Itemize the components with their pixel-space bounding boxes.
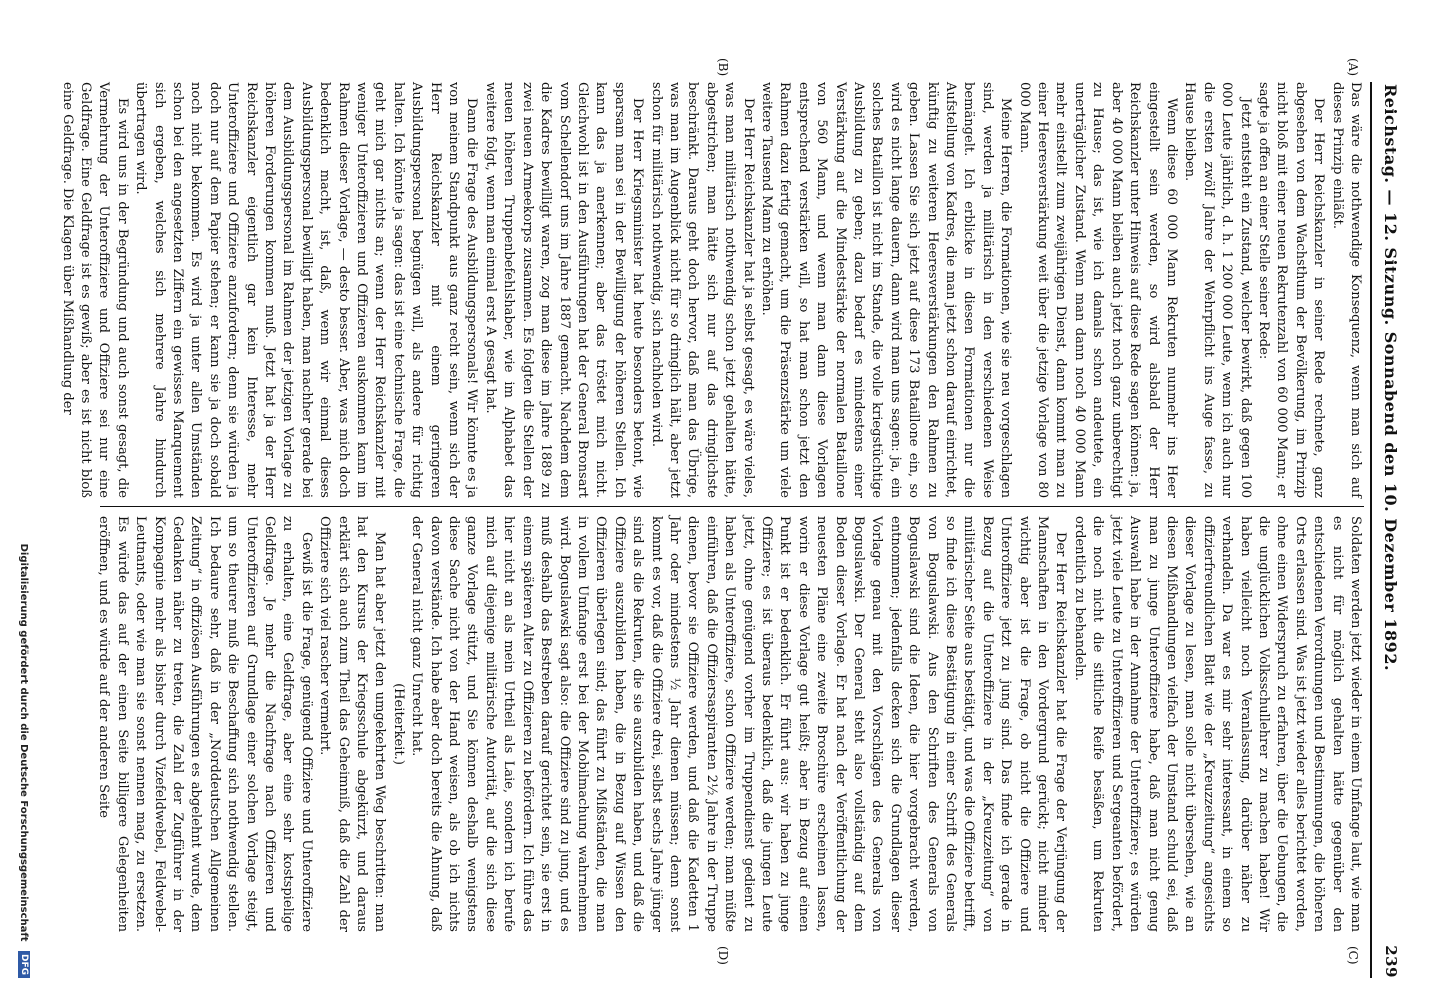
- left-paragraph: Wenn diese 60 000 Mann Rekruten nunmehr ins Heer eingestellt sein werden, so wird alsbald der Herr Reichskanzler unter Hinweis auf diese Rede sagen können: ja, aber 40 000 Mann bleiben auch jetzt noch ganz unberechtigt zu Hause; das ist, wie ich damals schon andeutete, ein unerträglicher Zustand. Wenn man dann noch 40 000 Mann mehr einstellt zum zweijährigen Dienst, dann kommt man zu einer Heeresverstärkung weit über die jetzige Vorlage von 80 000 Mann.: [1016, 82, 1179, 498]
- left-column: [59, 82, 1364, 498]
- margin-marker-b: (B): [716, 58, 730, 77]
- margin-marker-d: (D): [716, 946, 730, 965]
- column-divider: [100, 506, 1364, 507]
- right-paragraph: Soldaten werden jetzt wieder in einem Umfange laut, wie man es nicht für möglich gehalten hätte gegenüber den entschiedenen Verordnungen und Bestimmungen, die höheren Orts erlassen sind. Was ist jetzt wieder alles berichtet worden, ohne einen Widerspruch zu erfahren, über die Uebungen, die die unglücklichen Volksschullehrer zu machen haben! Wir haben vielleicht noch Veranlassung, darüber näher zu verhandeln. Da war es mir sehr interessant, in einem so offizierfreundlichen Blatt wie der „Kreuzzeitung“ angesichts dieser Vorlage zu lesen, man solle nicht übersehen, wie an diesen Mißhandlungen vielfach der Umstand schuld sei, daß man zu junge Unteroffiziere habe, daß man nicht genug Auswahl habe in der Annahme der Unteroffiziere; es würden jetzt viele Leute zu Unteroffizieren und Sergeanten befördert, die noch nicht die sittliche Reife besäßen, um Rekruten ordentlich zu behandeln.: [1071, 516, 1363, 932]
- left-paragraph: Es wird uns in der Begründung und auch sonst gesagt, die Vermehrung der Unteroffiziere und Offiziere sei nur eine Geldfrage. Eine Geldfrage ist es gewiß; aber es ist nicht bloß eine Geldfrage. Die Klagen über Mißhandlung der: [59, 82, 130, 498]
- right-paragraph: Man hat aber jetzt den umgekehrten Weg beschritten: man hat den Kursus der Kriegsschule abgekürzt, und daraus erklärt sich auch zum Theil das Geheimniß, daß die Zahl der Offiziere sich viel rascher vermehrt.: [317, 516, 388, 932]
- margin-marker-a: (A): [1346, 58, 1360, 77]
- digitization-credit: [12, 82, 30, 978]
- interjection: (Heiterkeit.): [390, 683, 406, 765]
- left-paragraph: Der Herr Reichskanzler in seiner Rede rechnete, ganz abgesehen von dem Wachsthum der Bevölkerung, im Prinzip nicht bloß mit einer neuen Rekrutenzahl von 60 000 Mann; er sagte ja offen an einer Stelle seiner Rede:: [1255, 82, 1327, 498]
- page-number: 239: [1382, 945, 1400, 978]
- running-header: [1374, 84, 1404, 978]
- dfg-logo: DFG: [18, 951, 30, 978]
- left-paragraph: Das wäre die nothwendige Konsequenz, wenn man sich auf dieses Prinzip einläßt.: [1329, 82, 1363, 498]
- margin-marker-c: (C): [1346, 946, 1360, 965]
- credit-text: Digitalisierung gefördert durch die Deutsche Forschungsgemeinschaft: [18, 543, 29, 942]
- left-paragraph: Der Herr Kriegsminister hat heute besonders betont, wie sparsam man sei in der Bewilligung der höheren Stellen. Ich kann das ja anerkennen; aber das tröstet mich nicht. Gleichwohl ist in den Ausführungen hat der General Bronsart vom Schellendorf uns im Jahre 1887 gemacht. Nachdem dem die Kadres bewilligt waren, zog man diese im Jahre 1889 zu zwei neuen Armeekorps zusammen. Es folgten die Stellen der neuen höheren Truppenbefehlshaber, wie im Alphabet das weitere folgt, wenn man einmal erst A gesagt hat.: [482, 82, 646, 498]
- header-title: Reichstag. — 12. Sitzung. Sonnabend den 10. Dezember 1892.: [1381, 84, 1400, 672]
- right-column: [96, 516, 1364, 932]
- left-paragraph: Der Herr Reichskanzler hat ja selbst gesagt, es wäre vieles, was man militärisch nothwendig schon jetzt gehalten hätte, abgestrichen; man hätte sich nur auf das dringlichste beschränkt. Daraus geht doch hervor, daß man das Übrige, was man im Augenblick nicht für so dringlich hält, aber jetzt schon für militärisch nothwendig, sich nachholen wird.: [648, 82, 756, 498]
- left-paragraph: Dann die Frage des Ausbildungspersonals! Wir könnte es ja von meinem Standpunkt aus ganz recht sein, wenn sich der Herr Reichskanzler mit einem geringeren Ausbildungspersonal begnügen will, als andere für richtig halten. Ich könnte ja sagen: das ist eine technische Frage, die geht mich gar nichts an; wenn der Herr Reichskanzler mit weniger Unteroffizieren und Offizieren auskommen kann im Rahmen dieser Vorlage, — desto besser. Aber, was mich doch bedenklich macht, ist, daß, wenn wir einmal dieses Ausbildungspersonal bewilligt haben, man nachher gerade bei dem Ausbildungspersonal im Rahmen der jetzigen Vorlage zu höheren Forderungen kommen muß. Jetzt hat ja der Herr Reichskanzler eigentlich gar kein Interesse, mehr Unteroffiziere und Offiziere anzufordern; denn sie würden ja doch nur auf dem Papier stehen; er kann sie ja doch sobald noch nicht bekommen. Es wird ja unter allen Umständen schon bei den angesetzten Ziffern ein gewisses Manquement sich ergeben, welches sich mehrere Jahre hindurch übertragen wird.: [133, 82, 480, 498]
- left-paragraph: Jetzt entsteht ein Zustand, welcher bewirkt, daß gegen 100 000 Leute jährlich, d. h. 1 200 000 Leute, wenn ich auch nur die ersten zwölf Jahre der Wehrpflicht ins Auge fasse, zu Hause bleiben.: [1182, 82, 1253, 498]
- header-rule: [1370, 82, 1372, 978]
- right-paragraph: Gewiß ist die Frage, genügend Offiziere und Unteroffiziere zu erhalten, eine Geldfrage, aber eine sehr kostspielige Geldfrage. Je mehr die Nachfrage nach Offizieren und Unteroffizieren auf Grundlage einer solchen Vorlage steigt, um so theurer muß die Beschaffung sich nothwendig stellen. Ich bedaure sehr, daß in der „Norddeutschen Allgemeinen Zeitung“ in offiziösen Ausführungen es abgelehnt wurde, dem Gedanken näher zu treten, die Zahl der Zugführer in der Kompagnie mehr als bisher durch Vizefeldwebel, Feldwebel-Leutnants, oder wie man sie sonst nennen mag, zu ersetzen. Es würde das auf der einen Seite billigere Gelegenheiten eröffnen, und es würde auf der anderen Seite: [96, 516, 314, 932]
- left-paragraph: Meine Herren, die Formationen, wie sie neu vorgeschlagen sind, werden ja militärisch in den verschiedenen Weise bemängelt. Ich erblicke in diesen Formationen nur die Aufstellung von Kadres, die man jetzt schon darauf einrichtet, künftig zu weiteren Heeresverstärkungen den Rahmen zu geben. Lassen Sie sich jetzt auf diese 173 Bataillone ein, so wird es nicht lange dauern, dann wird man uns sagen: ja, ein solches Bataillon ist nicht im Stande, die volle kriegstüchtige Ausbildung zu geben; dazu bedarf es mindestens einer Verstärkung auf die Mindeststärke der normalen Bataillone von 560 Mann, und wenn man dann diese Vorlagen entsprechend verstärken will, so hat man schon jetzt den Rahmen dazu fertig gemacht, um die Präsenzstärke um viele weitere Tausend Mann zu erhöhen.: [759, 82, 1014, 498]
- right-paragraph: Der Herr Reichskanzler hat die Frage der Verjüngung der Mannschaften in den Vordergrund gerückt; nicht minder wichtig aber ist die Frage, ob nicht die Offiziere und Unteroffiziere jetzt zu jung sind. Das finde ich gerade in Bezug auf die Unteroffiziere in der „Kreuzzeitung“ von militärischer Seite aus bestätigt, und was die Offiziere betrifft, so finde ich diese Bestätigung in einer Schrift des Generals von Boguslawski. Aus den Schriften des Generals von Boguslawski sind die Ideen, die hier vorgebracht werden, entnommen; jedenfalls decken sich die Grundlagen dieser Vorlage genau mit den Vorschlägen des Generals von Boguslawski. Der General steht also vollständig auf dem Boden dieser Vorlage. Er hat nach der Veröffentlichung der neuesten Pläne eine zweite Broschüre erscheinen lassen, worin er diese Vorlage gut heißt; aber in Bezug auf einen Punkt ist er bedenklich. Er führt aus: wir haben zu junge Offiziere; es ist überaus bedenklich, daß die jungen Leute jetzt, ohne genügend vorher im Truppendienst gedient zu haben als Unteroffiziere, schon Offiziere werden; man müßte einführen, daß die Offiziersaspiranten 2½ Jahre in der Truppe dienen, bevor sie Offiziere werden, und daß die Kadetten 1 Jahr oder mindestens ½ Jahr dienen müssen; denn sonst kommt es vor, daß die Offiziere drei, selbst sechs Jahre jünger sind als die Rekruten, die sie auszubilden haben, und daß die Offiziere auszubilden haben, die in Bezug auf Wissen den Offizieren überlegen sind; das führt zu Mißständen, die man in vollem Umfange erst bei der Mobilmachung wahrnehmen wird. Boguslawski sagt also: die Offiziere sind zu jung, und es muß deshalb das Bestreben darauf gerichtet sein, sie erst in einem späteren Alter zu Offizieren zu befördern. Ich führe das hier nicht an als mein Urtheil als Laie, sondern ich berufe mich auf diejenige militärische Autorität, auf die sich diese ganze Vorlage stützt, und Sie können deshalb wenigstens diese Sache nicht von der Hand weisen, als ob ich nichts davon verstände. Ich habe aber doch bereits die Ahnung, daß der General nicht ganz Unrecht hat.: [409, 516, 1069, 932]
